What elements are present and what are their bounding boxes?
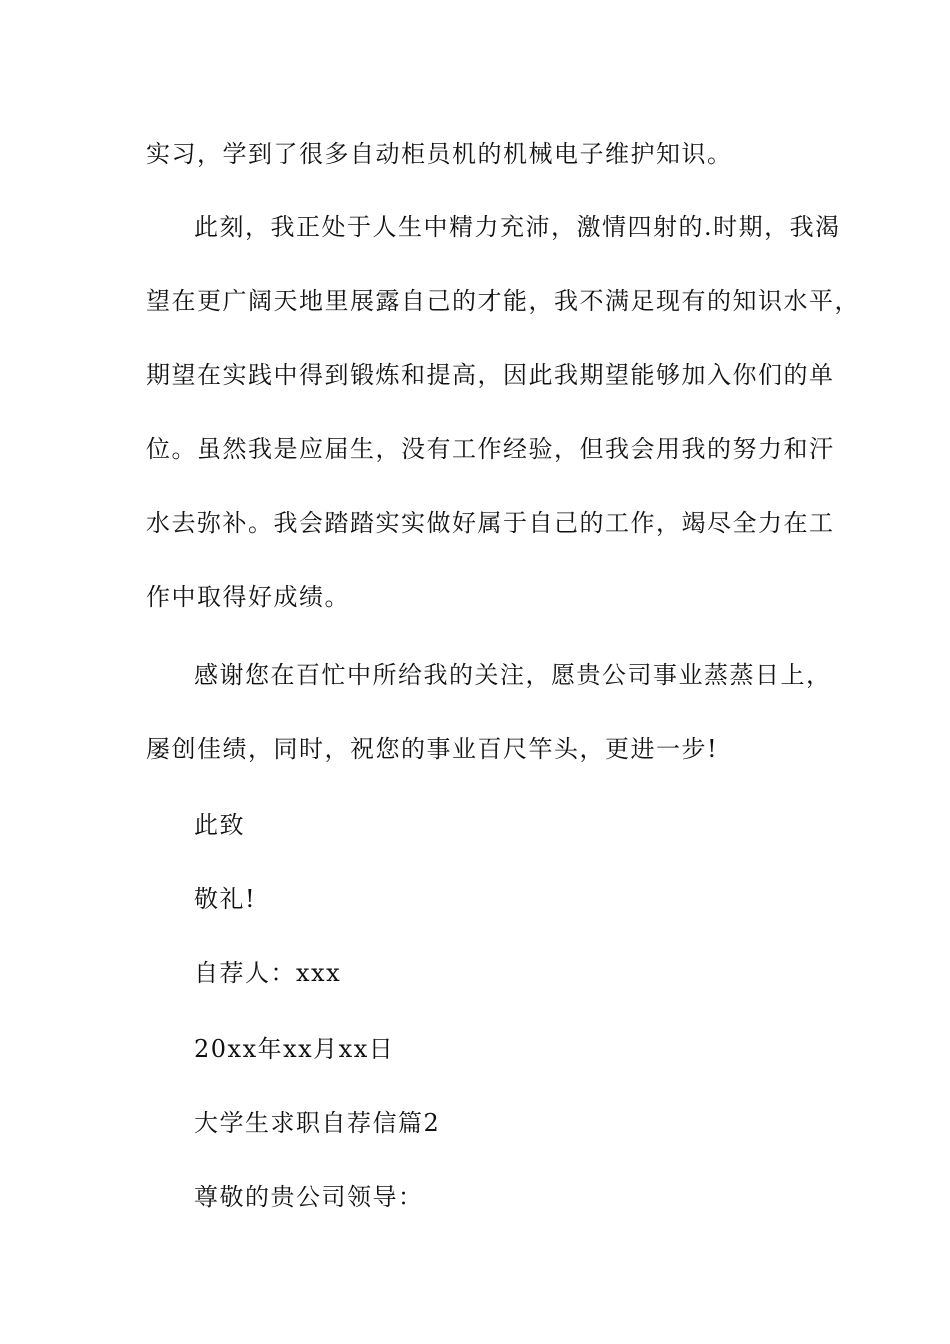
text-line: 望在更广阔天地里展露自己的才能，我不满足现有的知识水平，	[146, 287, 860, 315]
text-line: 感谢您在百忙中所给我的关注，愿贵公司事业蒸蒸日上，	[194, 661, 832, 689]
salutation: 尊敬的贵公司领导：	[194, 1183, 424, 1211]
text-line: 作中取得好成绩。	[146, 583, 350, 611]
text-line: 位。虽然我是应届生，没有工作经验，但我会用我的努力和汗	[146, 435, 835, 463]
date: 20xx年xx月xx日	[194, 1035, 395, 1063]
text-line: 水去弥补。我会踏踏实实做好属于自己的工作，竭尽全力在工	[146, 509, 835, 537]
text-line: 屡创佳绩，同时，祝您的事业百尺竿头，更进一步!	[146, 735, 719, 763]
closing-zhizhi: 此致	[194, 811, 245, 839]
closing-jingli: 敬礼!	[194, 885, 257, 913]
text-line: 实习，学到了很多自动柜员机的机械电子维护知识。	[146, 140, 733, 168]
signature: 自荐人：xxx	[194, 959, 342, 987]
text-line: 此刻，我正处于人生中精力充沛，激情四射的.时期，我渴	[194, 213, 841, 241]
text-line: 期望在实践中得到锻炼和提高，因此我期望能够加入你们的单	[146, 361, 835, 389]
section-title: 大学生求职自荐信篇2	[194, 1109, 441, 1137]
